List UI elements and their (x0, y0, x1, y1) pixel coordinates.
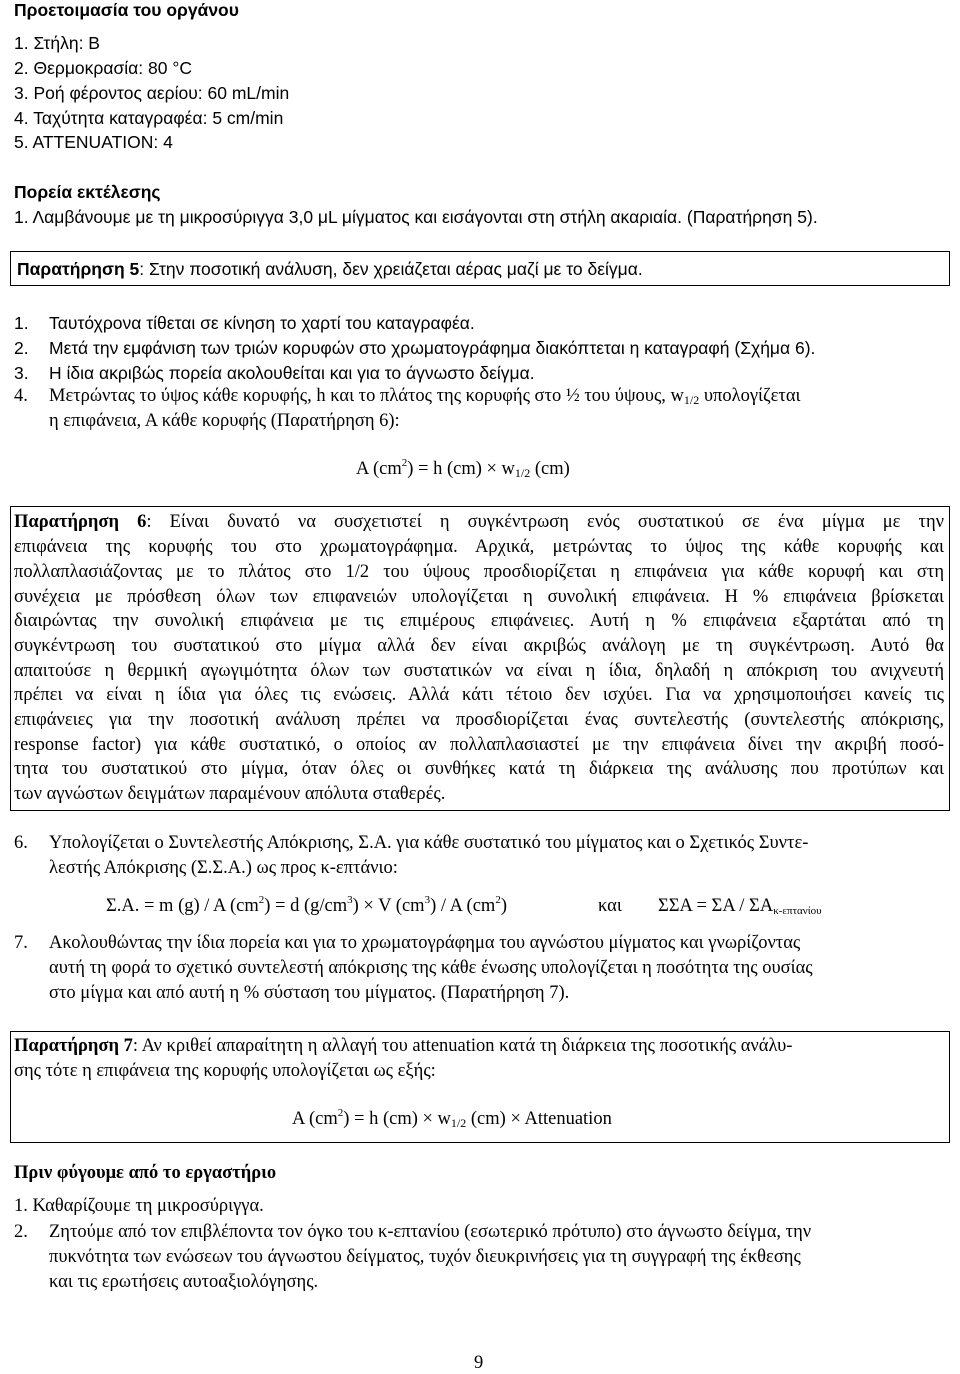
note7-line-1: Παρατήρηση 7: Αν κριθεί απαραίτητη η αλλαγή του attenuation κατά τη διάρκεια της ποσοτικής ανάλυ- (14, 1036, 793, 1056)
prep-title: Προετοιμασία του οργάνου (14, 0, 239, 20)
prep-item-1: 1. Στήλη: Β (14, 33, 100, 53)
prep-item-4: 4. Ταχύτητα καταγραφέα: 5 cm/min (14, 108, 284, 128)
leave-title: Πριν φύγουμε από το εργαστήριο (14, 1163, 277, 1183)
note6-line-10: response factor) για κάθε συστατικό, ο οποίος αν πολλαπλασιαστεί με την επιφάνεια δίνει την ακριβή ποσό- (14, 735, 944, 755)
note6-line-8: πρέπει να είναι η ίδια για όλες τις ενώσεις. Αλλά κάτι τέτοιο δεν ισχύει. Για να χρησιμοποιήσει κανείς τις (14, 685, 944, 705)
leave-item-2-line-1: 2. Ζητούμε από τον επιβλέποντα τον όγκο του κ-επτανίου (εσωτερικό πρότυπο) στο άγνωστο δείγμα, την (14, 1222, 812, 1242)
note6-line-1: Παρατήρηση 6: Είναι δυνατό να συσχετιστεί η συγκέντρωση ενός συστατικού σε ένα μίγμα με την (14, 512, 944, 532)
procedure-step-4-line-2: η επιφάνεια, Α κάθε κορυφής (Παρατήρηση 6): (49, 411, 400, 431)
note6-line-11: τητα του συστατικού στο μίγμα, όταν όλες οι συνθήκες κατά τη διάρκεια της ανάλυσης που προτύπων και (14, 759, 944, 779)
note7-line-2: σης τότε η επιφάνεια της κορυφής υπολογίζεται ως εξής: (14, 1061, 436, 1081)
response-factor-formula: Σ.Α. = m (g) / A $(cm^2) = d$ $(g/cm^3) \times V$ $(cm^3)$ / A $(cm^2)$ (106, 894, 507, 916)
procedure-step-4-line-1: 4. Μετρώντας το ύψος κάθε κορυφής, h και το πλάτος της κορυφής στο ½ του ύψους, $w_{1/2}$ υπολογίζεται (14, 386, 801, 407)
note6-line-3: πολλαπλασιάζοντας με το πλάτος στο 1/2 του ύψους προσδιορίζεται η επιφάνεια για κάθε κορυφή και στη (14, 562, 944, 582)
note6-line-4: συνέχεια με πρόσθεση όλων των επιφανειών υπολογίζεται η συνολική επιφάνεια. Η % επιφάνεια βρίσκεται (14, 587, 944, 607)
procedure-step-c: 3. Η ίδια ακριβώς πορεία ακολουθείται και για το άγνωστο δείγμα. (14, 363, 535, 383)
prep-item-2: 2. Θερμοκρασία: 80 °C (14, 58, 192, 78)
area-formula: A $(cm^2) = h$ $(cm) \times w_{1/2}$ (cm) (356, 457, 570, 480)
page-number: 9 (474, 1353, 484, 1373)
procedure-title: Πορεία εκτέλεσης (14, 182, 161, 202)
note6-line-5: διαιρώντας την συνολική επιφάνεια με τις επιμέρους επιφάνειες. Αυτή η % επιφάνεια εξαρτάται από τη (14, 611, 944, 631)
note6-line-12: των αγνώστων δειγμάτων παραμένουν απόλυτα σταθερές. (14, 784, 446, 804)
leave-item-1: 1. Καθαρίζουμε τη μικροσύριγγα. (14, 1196, 264, 1216)
note5-box (10, 251, 950, 286)
note6-line-9: επιφάνειες για την ποσοτική ανάλυση πρέπει να προσδιορίζεται ένας συντελεστής (συντελεστής απόκρισης, (14, 710, 944, 730)
relative-response-factor-formula: $\Sigma\Sigma A = \Sigma A / \Sigma A_{\kappa-\varepsilon\pi\tau\alpha\nu ίo\upsilon}$ (658, 896, 822, 917)
step7-line-1: 7. Ακολουθώντας την ίδια πορεία και για το χρωματογράφημα του αγνώστου μίγματος και γνωρίζοντας (14, 933, 801, 953)
attenuation-formula: A $(cm^2) = h$ $(cm) \times w_{1/2}$ (cm) × Attenuation (292, 1107, 612, 1130)
step7-line-2: αυτή τη φορά το σχετικό συντελεστή απόκρισης της κάθε ένωσης υπολογίζεται η ποσότητα της ουσίας (49, 958, 813, 978)
note5-text: Παρατήρηση 5: Στην ποσοτική ανάλυση, δεν χρειάζεται αέρας μαζί με το δείγμα. (17, 259, 643, 279)
step6-line-1: 6. Υπολογίζεται ο Συντελεστής Απόκρισης, Σ.Α. για κάθε συστατικό του μίγματος και ο Σχετικός Συντε- (14, 833, 809, 853)
prep-item-3: 3. Ροή φέροντος αερίου: 60 mL/min (14, 83, 290, 103)
formula-conjunction: και (598, 896, 622, 916)
prep-item-5: 5. ATTENUATION: 4 (14, 132, 173, 152)
note6-line-7: απαιτούσε η θερμική αγωγιμότητα όλων των συστατικών να είναι η ίδια, δηλαδή η απόκριση του ανιχνευτή (14, 661, 944, 681)
leave-item-2-line-3: και τις ερωτήσεις αυτοαξιολόγησης. (49, 1272, 319, 1292)
note6-line-6: συγκέντρωση του συστατικού στο μίγμα αλλά δεν είναι ακριβώς ανάλογη με τη συγκέντρωση. Αυτό θα (14, 636, 944, 656)
procedure-step-1: 1. Λαμβάνουμε με τη μικροσύριγγα 3,0 μL μίγματος και εισάγονται στη στήλη ακαριαία. (Παρατήρηση 5). (14, 207, 818, 227)
note6-line-2: επιφάνεια της κορυφής του στο χρωματογράφημα. Αρχικά, μετρώντας το ύψος της κάθε κορυφής και (14, 537, 944, 557)
leave-item-2-line-2: πυκνότητα των ενώσεων του άγνωστου δείγματος, τυχόν διευκρινήσεις για τη συγγραφή της έκθεσης (49, 1247, 801, 1267)
procedure-step-b: 2. Μετά την εμφάνιση των τριών κορυφών στο χρωματογράφημα διακόπτεται η καταγραφή (Σχήμα 6). (14, 338, 816, 358)
step6-line-2: λεστής Απόκρισης (Σ.Σ.Α.) ως προς κ-επτάνιο: (49, 858, 398, 878)
step7-line-3: στο μίγμα και από αυτή η % σύσταση του μίγματος. (Παρατήρηση 7). (49, 983, 570, 1003)
procedure-step-a: 1. Ταυτόχρονα τίθεται σε κίνηση το χαρτί του καταγραφέα. (14, 313, 475, 333)
